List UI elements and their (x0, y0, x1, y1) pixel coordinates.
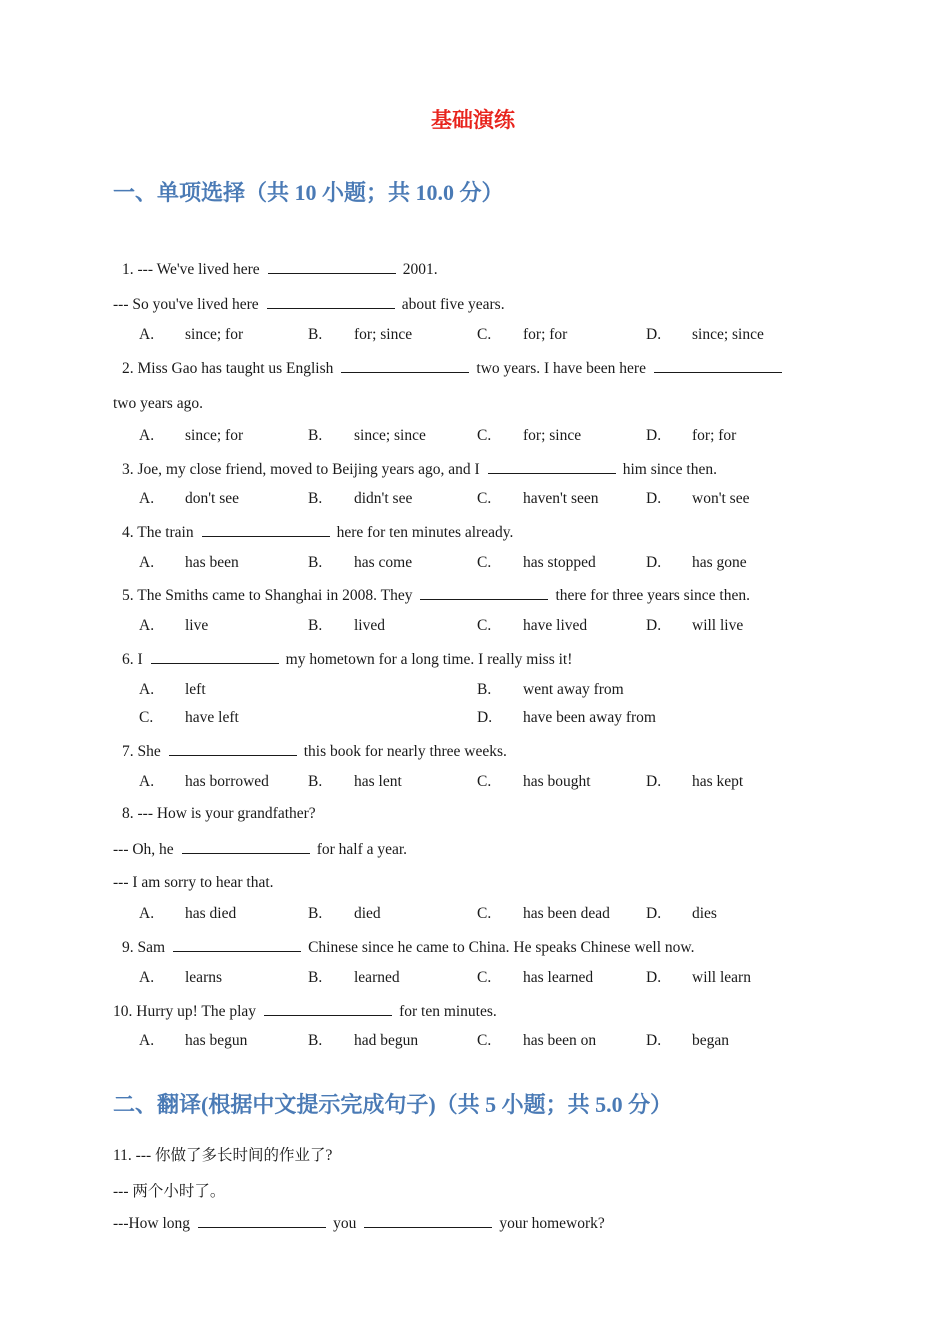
question-8-line-1 (122, 805, 316, 823)
question-text: my hometown for a long time. I really miss it! (285, 651, 573, 668)
option-text: learns (185, 969, 223, 986)
option-text: will live (692, 617, 744, 634)
answer-blank[interactable] (173, 937, 301, 952)
question-text: this book for nearly three weeks. (303, 743, 507, 760)
option-text: since; for (185, 326, 244, 343)
question-text: Chinese since he came to China. He speaks Chinese well now. (308, 939, 695, 956)
question-text: --- I am sorry to hear that. (113, 874, 274, 891)
question-text: 2. Miss Gao has taught us English (122, 360, 334, 377)
option-letter: B. (308, 554, 323, 571)
question-1-line-2 (113, 294, 505, 314)
option-text: have been away from (523, 709, 656, 726)
question-text: two years. I have been here (476, 360, 646, 377)
question-text: 2001. (402, 261, 438, 278)
option-letter: A. (139, 617, 155, 634)
option-text: learned (354, 969, 400, 986)
q11-english-line (113, 1213, 605, 1233)
option-letter: D. (646, 326, 662, 343)
option-letter: A. (139, 773, 155, 790)
option-letter: A. (139, 905, 155, 922)
option-text: left (185, 681, 206, 698)
option-letter: D. (646, 554, 662, 571)
option-text: has begun (185, 1032, 248, 1049)
answer-blank[interactable] (169, 741, 297, 756)
option-text: since; since (354, 427, 426, 444)
option-text: has died (185, 905, 237, 922)
option-letter: B. (308, 490, 323, 507)
answer-blank[interactable] (488, 459, 616, 474)
option-text: dies (692, 905, 717, 922)
answer-blank[interactable] (267, 294, 395, 309)
option-letter: D. (646, 1032, 662, 1049)
option-text: for; since (354, 326, 413, 343)
option-text: have left (185, 709, 239, 726)
option-text: for; for (523, 326, 568, 343)
option-letter: B. (477, 681, 492, 698)
option-text: didn't see (354, 490, 413, 507)
option-text: lived (354, 617, 385, 634)
option-text: since; since (692, 326, 764, 343)
q11-chinese-prompt: 11. --- 你做了多长时间的作业了? (113, 1147, 333, 1164)
question-3-line-1 (122, 459, 717, 479)
option-letter: B. (308, 1032, 323, 1049)
option-letter: C. (477, 773, 492, 790)
question-text: --- So you've lived here (113, 296, 259, 313)
option-letter: A. (139, 490, 155, 507)
option-text: have lived (523, 617, 588, 634)
option-text: since; for (185, 427, 244, 444)
question-2-line-1 (122, 358, 789, 378)
section-heading-multiple-choice: 一、单项选择（共 10 小题；共 10.0 分） (113, 180, 504, 205)
option-letter: C. (139, 709, 154, 726)
option-letter: C. (477, 905, 492, 922)
question-text: here for ten minutes already. (336, 524, 514, 541)
question-8-line-2 (113, 839, 407, 859)
question-text: him since then. (622, 461, 717, 478)
option-text: will learn (692, 969, 751, 986)
option-letter: B. (308, 773, 323, 790)
section-heading-translation: 二、翻译(根据中文提示完成句子)（共 5 小题；共 5.0 分） (113, 1092, 673, 1117)
option-text: has come (354, 554, 413, 571)
option-letter: C. (477, 617, 492, 634)
option-letter: B. (308, 617, 323, 634)
question-9-line-1 (122, 937, 694, 957)
answer-blank[interactable] (341, 358, 469, 373)
answer-blank[interactable] (198, 1213, 326, 1228)
option-letter: A. (139, 681, 155, 698)
option-letter: D. (646, 773, 662, 790)
option-text: has kept (692, 773, 744, 790)
option-text: won't see (692, 490, 750, 507)
option-letter: B. (308, 326, 323, 343)
option-text: has bought (523, 773, 591, 790)
option-letter: D. (477, 709, 493, 726)
option-letter: D. (646, 490, 662, 507)
question-text: 5. The Smiths came to Shanghai in 2008. They (122, 587, 413, 604)
q11-text-2: you (333, 1215, 357, 1232)
q11-text-1: ---How long (113, 1215, 191, 1232)
answer-blank[interactable] (420, 585, 548, 600)
question-text: 6. I (122, 651, 143, 668)
answer-blank[interactable] (268, 259, 396, 274)
option-letter: A. (139, 427, 155, 444)
option-letter: B. (308, 427, 323, 444)
question-text: 8. --- How is your grandfather? (122, 805, 316, 822)
question-text: for half a year. (316, 841, 408, 858)
question-4-line-1 (122, 522, 513, 542)
option-letter: A. (139, 326, 155, 343)
answer-blank[interactable] (151, 649, 279, 664)
question-text: for ten minutes. (399, 1003, 497, 1020)
answer-blank[interactable] (182, 839, 310, 854)
option-text: live (185, 617, 209, 634)
option-letter: C. (477, 969, 492, 986)
option-text: has borrowed (185, 773, 269, 790)
option-letter: D. (646, 969, 662, 986)
page-title: 基础演练 (431, 108, 515, 132)
option-text: began (692, 1032, 730, 1049)
question-text: two years ago. (113, 395, 203, 412)
option-text: has been (185, 554, 239, 571)
question-5-line-1 (122, 585, 750, 605)
option-letter: B. (308, 969, 323, 986)
option-text: don't see (185, 490, 240, 507)
option-letter: D. (646, 905, 662, 922)
question-text: 7. She (122, 743, 161, 760)
question-text: 10. Hurry up! The play (113, 1003, 257, 1020)
option-text: for; since (523, 427, 582, 444)
question-10-line-1 (113, 1001, 497, 1021)
answer-blank[interactable] (264, 1001, 392, 1016)
option-text: for; for (692, 427, 737, 444)
option-text: went away from (523, 681, 624, 698)
q11-text-3: your homework? (499, 1215, 605, 1232)
question-8-line-3 (113, 874, 274, 892)
option-text: haven't seen (523, 490, 599, 507)
question-text: there for three years since then. (555, 587, 750, 604)
option-text: has been on (523, 1032, 597, 1049)
option-letter: C. (477, 427, 492, 444)
option-letter: A. (139, 1032, 155, 1049)
question-2-line-2 (113, 395, 203, 413)
option-text: has been dead (523, 905, 610, 922)
option-text: died (354, 905, 381, 922)
option-letter: A. (139, 969, 155, 986)
option-text: has learned (523, 969, 594, 986)
option-letter: C. (477, 1032, 492, 1049)
q11-chinese-answer: --- 两个小时了。 (113, 1183, 226, 1200)
answer-blank[interactable] (364, 1213, 492, 1228)
question-1-line-1 (122, 259, 438, 279)
option-letter: D. (646, 427, 662, 444)
question-text: about five years. (401, 296, 505, 313)
option-text: had begun (354, 1032, 419, 1049)
option-letter: C. (477, 326, 492, 343)
option-text: has gone (692, 554, 747, 571)
option-letter: C. (477, 490, 492, 507)
option-letter: B. (308, 905, 323, 922)
question-6-line-1 (122, 649, 572, 669)
answer-blank[interactable] (654, 358, 782, 373)
answer-blank[interactable] (202, 522, 330, 537)
option-letter: C. (477, 554, 492, 571)
question-text: 4. The train (122, 524, 194, 541)
question-text: 3. Joe, my close friend, moved to Beijing years ago, and I (122, 461, 480, 478)
question-7-line-1 (122, 741, 507, 761)
option-text: has stopped (523, 554, 596, 571)
question-text: 1. --- We've lived here (122, 261, 260, 278)
option-text: has lent (354, 773, 402, 790)
option-letter: D. (646, 617, 662, 634)
question-text: --- Oh, he (113, 841, 174, 858)
question-text: 9. Sam (122, 939, 166, 956)
option-letter: A. (139, 554, 155, 571)
